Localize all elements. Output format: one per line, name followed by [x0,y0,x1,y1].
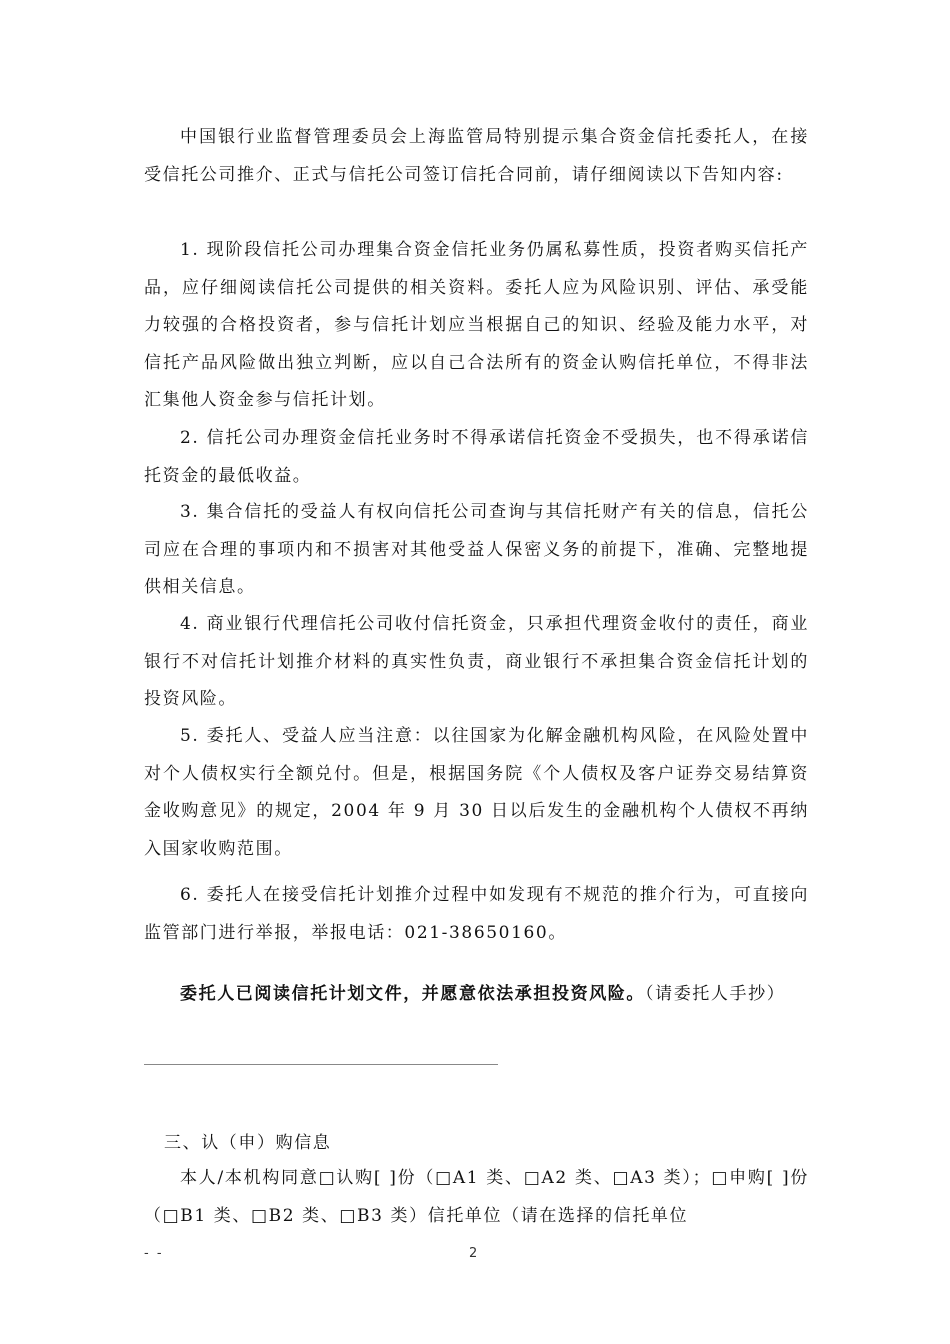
notice-item-5: 5. 委托人、受益人应当注意：以往国家为化解金融机构风险，在风险处置中对个人债权实行全额兑付。但是，根据国务院《个人债权及客户证券交易结算资金收购意见》的规定，2004 年 9 月 30 日以后发生的金融机构个人债权不再纳入国家收购范围。 [144,726,809,859]
footer-mark: - - [144,1246,164,1261]
declaration [144,976,809,1014]
notice-item-2: 2. 信托公司办理资金信托业务时不得承诺信托资金不受损失，也不得承诺信托资金的最低收益。 [144,428,809,486]
page-number: 2 [469,1246,478,1261]
section-title: 三、认（申）购信息 [164,1133,332,1153]
notice-item-3: 3. 集合信托的受益人有权向信托公司查询与其信托财产有关的信息，信托公司应在合理的事项内和不损害对其他受益人保密义务的前提下，准确、完整地提供相关信息。 [144,502,809,597]
notice-item-1: 1. 现阶段信托公司办理集合资金信托业务仍属私募性质，投资者购买信托产品，应仔细阅读信托公司提供的相关资料。委托人应为风险识别、评估、承受能力较强的合格投资者，参与信托计划应当根据自己的知识、经验及能力水平，对信托产品风险做出独立判断，应以自己合法所有的资金认购信托单位，不得非法汇集他人资金参与信托计划。 [144,240,809,410]
declaration-note: （请委托人手抄） [645,984,786,1004]
subscription-paragraph: 本人/本机构同意□认购[ ]份（□A1 类、□A2 类、□A3 类）；□申购[ ]份（□B1 类、□B2 类、□B3 类）信托单位（请在选择的信托单位 [144,1168,809,1226]
declaration-statement: 委托人已阅读信托计划文件，并愿意依法承担投资风险。 [180,984,645,1004]
intro-paragraph: 中国银行业监督管理委员会上海监管局特别提示集合资金信托委托人，在接受信托公司推介、正式与信托公司签订信托合同前，请仔细阅读以下告知内容: [144,127,809,185]
handwriting-line[interactable] [144,1064,498,1065]
notice-item-4: 4. 商业银行代理信托公司收付信托资金，只承担代理资金收付的责任，商业银行不对信托计划推介材料的真实性负责，商业银行不承担集合资金信托计划的投资风险。 [144,614,809,709]
notice-item-6: 6. 委托人在接受信托计划推介过程中如发现有不规范的推介行为，可直接向监管部门进行举报，举报电话：021-38650160。 [144,885,809,943]
